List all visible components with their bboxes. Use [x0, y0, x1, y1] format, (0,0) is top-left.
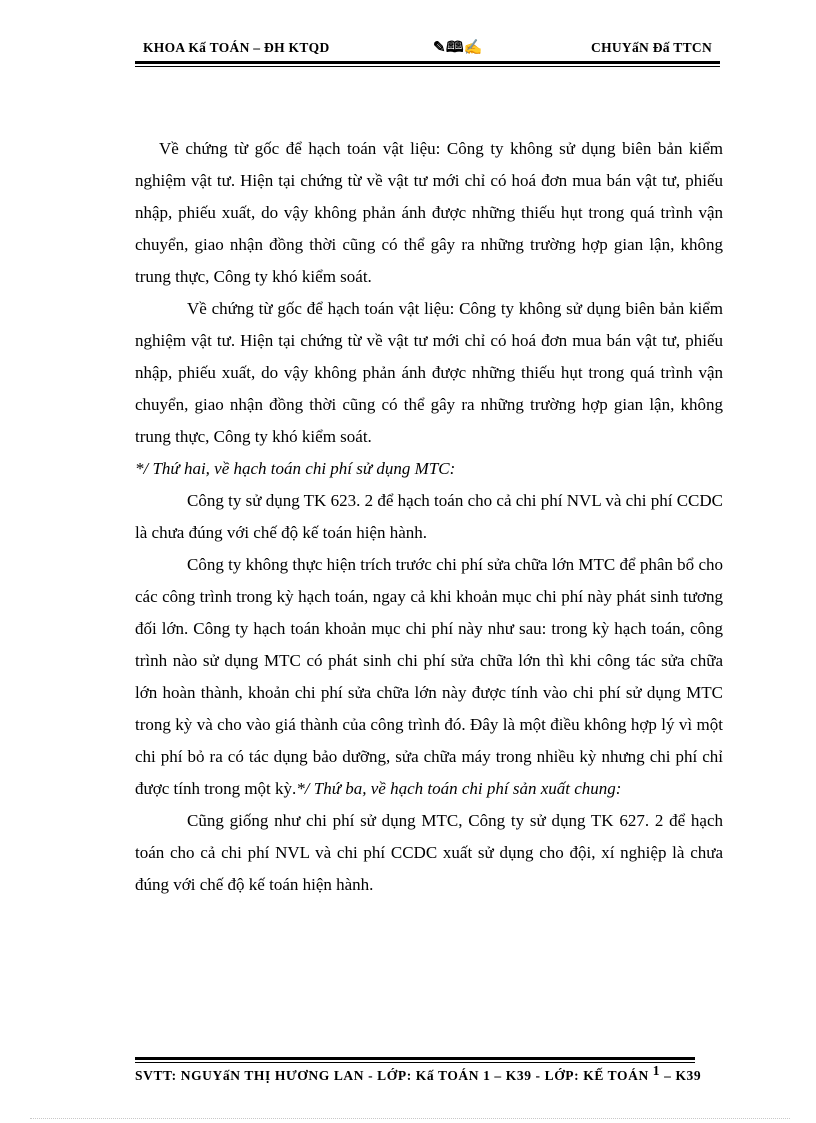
page-header: [135, 37, 720, 61]
page-footer: [135, 1063, 785, 1084]
section-heading-general-production: */ Thứ ba, về hạch toán chi phí sản xuất chung:: [296, 779, 622, 798]
footer-author-class: SVTT: NGUYấN THỊ HƯƠNG LAN - LỚP: Kấ TOÁN 1 – K39 - LỚP: KẾ TOÁN: [135, 1068, 653, 1083]
document-body: [135, 133, 723, 901]
section-heading-mtc: */ Thứ hai, về hạch toán chi phí sử dụng MTC:: [135, 459, 456, 478]
paragraph-3: Công ty sử dụng TK 623. 2 để hạch toán cho cả chi phí NVL và chi phí CCDC là chưa đúng với chế độ kế toán hiện hành.: [135, 491, 723, 542]
header-ornament-icon: ✎🕮✍: [433, 40, 483, 56]
page-boundary-dots: [30, 1118, 790, 1119]
footer-rule-thin: [135, 1062, 695, 1063]
header-faculty: KHOA Kấ TOÁN – ĐH KTQD: [143, 40, 330, 55]
paragraph-5: Cũng giống như chi phí sử dụng MTC, Công ty sử dụng TK 627. 2 để hạch toán cho cả chi phí NVL và chi phí CCDC xuất sử dụng cho đội, xí nghiệp là chưa đúng với chế độ kế toán hiện hành.: [135, 811, 723, 894]
header-rule-thick: [135, 61, 720, 64]
footer-rule-thick: [135, 1057, 695, 1060]
footer-class-suffix: – K39: [660, 1068, 702, 1083]
paragraph-4: [135, 549, 723, 805]
paragraph-4-text: Công ty không thực hiện trích trước chi phí sửa chữa lớn MTC để phân bổ cho các công trình trong kỳ hạch toán, ngay cả khi khoản mục chi phí này phát sinh tương đối lớn. Công ty hạch toán khoản mục chi phí này như sau: trong kỳ hạch toán, công trình nào sử dụng MTC có phát sinh chi phí sửa chữa lớn thì khi công tác sửa chữa lớn hoàn thành, khoản chi phí sửa chữa lớn này được tính vào chi phí sử dụng MTC trong kỳ và cho vào giá thành của công trình đó. Đây là một điều không hợp lý vì một chi phí bỏ ra có tác dụng bảo dưỡng, sửa chữa máy trong nhiều kỳ nhưng chi phí chỉ được tính trong một kỳ.: [135, 555, 723, 798]
header-document-type: CHUYấN Đấ TTCN: [591, 40, 712, 55]
paragraph-1: Về chứng từ gốc để hạch toán vật liệu: Công ty không sử dụng biên bản kiểm nghiệm vật tư. Hiện tại chứng từ về vật tư mới chỉ có hoá đơn mua bán vật tư, phiếu nhập, phiếu xuất, do vậy không phản ánh được những thiếu hụt trong quá trình vận chuyển, giao nhận đồng thời cũng có thể gây ra những trường hợp gian lận, không trung thực, Công ty khó kiểm soát.: [135, 139, 723, 286]
header-rule-thin: [135, 66, 720, 67]
page-number: 1: [652, 1063, 661, 1078]
paragraph-2: Về chứng từ gốc để hạch toán vật liệu: Công ty không sử dụng biên bản kiểm nghiệm vật tư. Hiện tại chứng từ về vật tư mới chỉ có hoá đơn mua bán vật tư, phiếu nhập, phiếu xuất, do vậy không phản ánh được những thiếu hụt trong quá trình vận chuyển, giao nhận đồng thời cũng có thể gây ra những trường hợp gian lận, không trung thực, Công ty khó kiểm soát.: [135, 299, 723, 446]
